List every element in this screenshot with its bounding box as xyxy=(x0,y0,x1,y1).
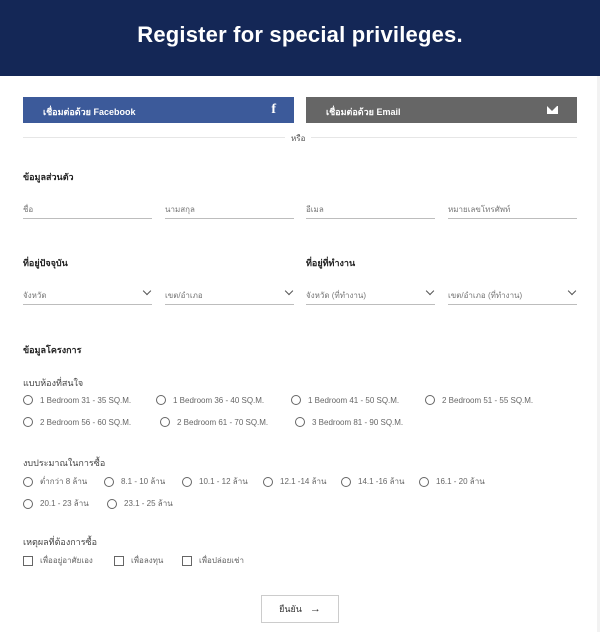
room-type-title: แบบห้องที่สนใจ xyxy=(23,378,84,388)
work-district-placeholder: เขต/อำเภอ (ที่ทำงาน) xyxy=(448,291,523,300)
room-type-option[interactable] xyxy=(291,395,399,405)
budget-label: 10.1 - 12 ล้าน xyxy=(199,477,248,486)
submit-label: ยืนยัน xyxy=(279,604,302,614)
phone-placeholder: หมายเลขโทรศัพท์ xyxy=(448,205,511,214)
room-type-option[interactable] xyxy=(295,417,403,427)
work-district-select[interactable] xyxy=(448,285,577,305)
radio-button[interactable] xyxy=(156,395,166,405)
radio-button[interactable] xyxy=(291,395,301,405)
radio-button[interactable] xyxy=(419,477,429,487)
room-type-label: 1 Bedroom 41 - 50 SQ.M. xyxy=(308,395,400,405)
radio-button[interactable] xyxy=(23,395,33,405)
email-connect-label: เชื่อมต่อด้วย Email xyxy=(326,107,401,117)
room-type-option[interactable] xyxy=(23,395,131,405)
room-type-label: 1 Bedroom 36 - 40 SQ.M. xyxy=(173,395,265,405)
reason-label: เพื่ออยู่อาศัยเอง xyxy=(40,556,93,565)
province-select[interactable] xyxy=(23,285,152,305)
last-name-placeholder: นามสกุล xyxy=(165,205,195,214)
room-type-label: 3 Bedroom 81 - 90 SQ.M. xyxy=(312,417,404,427)
budget-option[interactable] xyxy=(263,475,326,488)
submit-button[interactable] xyxy=(261,595,339,623)
phone-input[interactable] xyxy=(448,199,577,219)
radio-button[interactable] xyxy=(341,477,351,487)
email-input[interactable] xyxy=(306,199,435,219)
reason-option[interactable] xyxy=(23,554,93,567)
first-name-input[interactable] xyxy=(23,199,152,219)
radio-button[interactable] xyxy=(425,395,435,405)
facebook-icon: f xyxy=(271,102,276,117)
personal-info-title: ข้อมูลส่วนตัว xyxy=(23,172,74,182)
district-placeholder: เขต/อำเภอ xyxy=(165,291,203,300)
chevron-down-icon xyxy=(426,287,434,295)
room-type-label: 2 Bedroom 51 - 55 SQ.M. xyxy=(442,395,534,405)
chevron-down-icon xyxy=(143,287,151,295)
budget-option[interactable] xyxy=(104,475,165,488)
checkbox[interactable] xyxy=(23,556,33,566)
radio-button[interactable] xyxy=(23,499,33,509)
budget-label: 16.1 - 20 ล้าน xyxy=(436,477,485,486)
reason-label: เพื่อลงทุน xyxy=(131,556,164,565)
reason-label: เพื่อปล่อยเช่า xyxy=(199,556,244,565)
envelope-icon xyxy=(547,106,558,114)
reason-option[interactable] xyxy=(182,554,244,567)
room-type-option[interactable] xyxy=(160,417,268,427)
reason-option[interactable] xyxy=(114,554,163,567)
first-name-placeholder: ชื่อ xyxy=(23,205,34,214)
budget-option[interactable] xyxy=(23,475,87,488)
project-info-title: ข้อมูลโครงการ xyxy=(23,345,82,355)
radio-button[interactable] xyxy=(160,417,170,427)
reason-title: เหตุผลที่ต้องการซื้อ xyxy=(23,537,98,547)
room-type-option[interactable] xyxy=(23,417,131,427)
room-type-label: 2 Bedroom 61 - 70 SQ.M. xyxy=(177,417,269,427)
room-type-label: 2 Bedroom 56 - 60 SQ.M. xyxy=(40,417,132,427)
chevron-down-icon xyxy=(568,287,576,295)
radio-button[interactable] xyxy=(107,499,117,509)
work-province-select[interactable] xyxy=(306,285,435,305)
room-type-label: 1 Bedroom 31 - 35 SQ.M. xyxy=(40,395,132,405)
arrow-right-icon: → xyxy=(309,603,321,615)
radio-button[interactable] xyxy=(263,477,273,487)
radio-button[interactable] xyxy=(295,417,305,427)
radio-button[interactable] xyxy=(23,417,33,427)
or-text: หรือ xyxy=(285,132,311,145)
budget-option[interactable] xyxy=(107,497,173,510)
email-placeholder: อีเมล xyxy=(306,205,324,214)
radio-button[interactable] xyxy=(104,477,114,487)
budget-option[interactable] xyxy=(23,497,89,510)
last-name-input[interactable] xyxy=(165,199,294,219)
chevron-down-icon xyxy=(285,287,293,295)
budget-option[interactable] xyxy=(182,475,248,488)
facebook-connect-button[interactable] xyxy=(23,97,294,123)
radio-button[interactable] xyxy=(23,477,33,487)
radio-button[interactable] xyxy=(182,477,192,487)
checkbox[interactable] xyxy=(114,556,124,566)
budget-label: 8.1 - 10 ล้าน xyxy=(121,477,166,486)
budget-label: ต่ำกว่า 8 ล้าน xyxy=(40,477,88,486)
work-province-placeholder: จังหวัด (ที่ทำงาน) xyxy=(306,291,367,300)
checkbox[interactable] xyxy=(182,556,192,566)
budget-label: 12.1 -14 ล้าน xyxy=(280,477,327,486)
district-select[interactable] xyxy=(165,285,294,305)
work-address-title: ที่อยู่ที่ทำงาน xyxy=(306,258,356,268)
budget-option[interactable] xyxy=(419,475,485,488)
budget-title: งบประมาณในการซื้อ xyxy=(23,458,106,468)
budget-label: 20.1 - 23 ล้าน xyxy=(40,499,89,508)
facebook-connect-label: เชื่อมต่อด้วย Facebook xyxy=(43,107,136,117)
room-type-option[interactable] xyxy=(156,395,264,405)
email-connect-button[interactable] xyxy=(306,97,577,123)
room-type-option[interactable] xyxy=(425,395,533,405)
budget-label: 23.1 - 25 ล้าน xyxy=(124,499,173,508)
budget-option[interactable] xyxy=(341,475,404,488)
page-title: Register for special privileges. xyxy=(137,22,463,47)
province-placeholder: จังหวัด xyxy=(23,291,47,300)
page-header xyxy=(0,0,600,76)
budget-label: 14.1 -16 ล้าน xyxy=(358,477,405,486)
current-address-title: ที่อยู่ปัจจุบัน xyxy=(23,258,68,268)
